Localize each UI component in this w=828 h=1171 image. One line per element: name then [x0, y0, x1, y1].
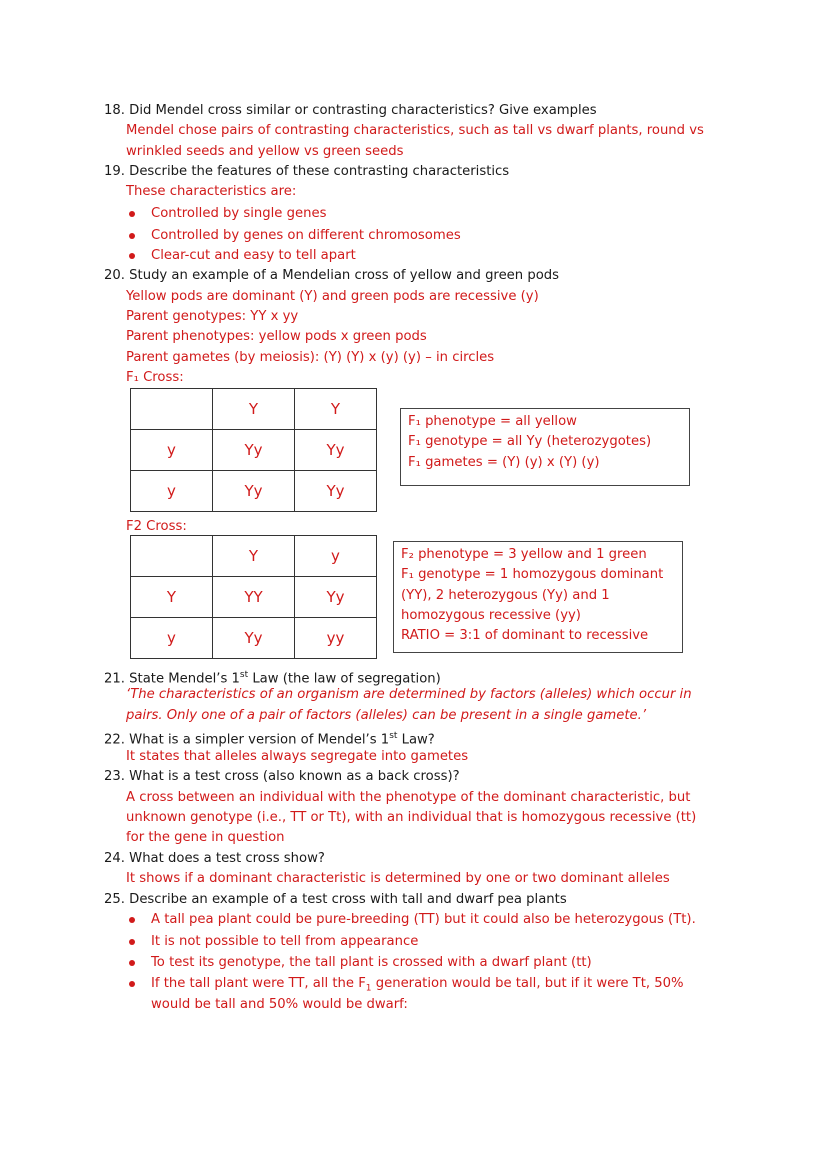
f2-summary-line: homozygous recessive (yy) [401, 607, 581, 623]
punnett-cell: Yy [213, 471, 295, 512]
punnett-cell: Yy [295, 430, 377, 471]
question-20: 20. Study an example of a Mendelian cross of yellow and green pods [104, 268, 560, 283]
answer-19-bullet-3: Clear-cut and easy to tell apart [151, 248, 356, 263]
punnett-cell: Y [295, 389, 377, 430]
f2-punnett-square [130, 535, 377, 659]
punnett-cell: yy [295, 618, 377, 659]
bullet-icon [129, 960, 135, 966]
f1-punnett-square [130, 388, 377, 512]
punnett-cell: y [131, 618, 213, 659]
bullet-icon [129, 233, 135, 239]
punnett-cell: y [131, 430, 213, 471]
question-19: 19. Describe the features of these contrasting characteristics [104, 164, 510, 179]
punnett-cell: Yy [213, 618, 295, 659]
punnett-cell: Y [213, 389, 295, 430]
f2-summary-box [393, 541, 683, 653]
punnett-cell: y [295, 536, 377, 577]
bullet-icon [129, 211, 135, 217]
f2-cross-label: F2 Cross: [126, 519, 187, 534]
punnett-cell: Yy [295, 577, 377, 618]
answer-20-line-4: Parent gametes (by meiosis): (Y) (Y) x (y) (y) – in circles [126, 350, 495, 365]
answer-25-bullet-1: A tall pea plant could be pure-breeding (TT) but it could also be heterozygous (Tt). [151, 912, 696, 927]
punnett-cell: y [131, 471, 213, 512]
question-23: 23. What is a test cross (also known as a back cross)? [104, 769, 460, 784]
answer-20-line-1: Yellow pods are dominant (Y) and green pods are recessive (y) [126, 289, 539, 304]
punnett-cell: YY [213, 577, 295, 618]
punnett-cell: Yy [213, 430, 295, 471]
f2-summary-line: F₂ phenotype = 3 yellow and 1 green [401, 547, 647, 562]
answer-19-bullet-1: Controlled by single genes [151, 206, 327, 221]
answer-24: It shows if a dominant characteristic is determined by one or two dominant alleles [126, 871, 670, 886]
answer-19-intro: These characteristics are: [126, 184, 297, 199]
answer-23-line-3: for the gene in question [126, 830, 285, 845]
f1-summary-box [400, 408, 690, 486]
answer-20-line-3: Parent phenotypes: yellow pods x green pods [126, 329, 427, 344]
punnett-cell [131, 536, 213, 577]
answer-25-bullet-4-cont: would be tall and 50% would be dwarf: [151, 997, 408, 1012]
answer-25-bullet-3: To test its genotype, the tall plant is crossed with a dwarf plant (tt) [151, 955, 592, 970]
answer-21-line-1: ‘The characteristics of an organism are determined by factors (alleles) which occur in [126, 687, 692, 702]
answer-23-line-2: unknown genotype (i.e., TT or Tt), with an individual that is homozygous recessive (tt) [126, 810, 697, 825]
answer-18-line-2: wrinkled seeds and yellow vs green seeds [126, 144, 404, 159]
answer-20-line-2: Parent genotypes: YY x yy [126, 309, 299, 324]
f1-summary-line: F₁ genotype = all Yy (heterozygotes) [408, 434, 652, 450]
answer-25-bullet-4: If the tall plant were TT, all the $F_1$ generation would be tall, but if it were Tt, 50% [151, 976, 684, 994]
bullet-icon [129, 253, 135, 259]
answer-25-bullet-2: It is not possible to tell from appearance [151, 934, 419, 949]
f2-summary-line: F₁ genotype = 1 homozygous dominant [401, 567, 664, 583]
punnett-cell [131, 389, 213, 430]
f2-summary-line: (YY), 2 heterozygous (Yy) and 1 [401, 587, 610, 603]
f1-summary-line: F₁ phenotype = all yellow [408, 414, 577, 429]
bullet-icon [129, 939, 135, 945]
question-18: 18. Did Mendel cross similar or contrasting characteristics? Give examples [104, 103, 597, 118]
answer-22: It states that alleles always segregate into gametes [126, 749, 469, 764]
bullet-icon [129, 981, 135, 987]
answer-18-line-1: Mendel chose pairs of contrasting characteristics, such as tall vs dwarf plants, round vs [126, 123, 704, 138]
answer-19-bullet-2: Controlled by genes on different chromosomes [151, 228, 461, 243]
answer-21-line-2: pairs. Only one of a pair of factors (alleles) can be present in a single gamete.’ [126, 708, 647, 723]
punnett-cell: Y [213, 536, 295, 577]
question-24: 24. What does a test cross show? [104, 851, 325, 866]
f1-summary-line: F₁ gametes = (Y) (y) x (Y) (y) [408, 454, 600, 470]
f2-summary-line: RATIO = 3:1 of dominant to recessive [401, 628, 649, 644]
f1-cross-label: F₁ Cross: [126, 370, 184, 385]
bullet-icon [129, 917, 135, 923]
punnett-cell: Yy [295, 471, 377, 512]
question-21: 21. State Mendel’s 1st Law (the law of segregation) [104, 670, 441, 687]
punnett-cell: Y [131, 577, 213, 618]
answer-23-line-1: A cross between an individual with the phenotype of the dominant characteristic, but [126, 790, 691, 805]
question-25: 25. Describe an example of a test cross with tall and dwarf pea plants [104, 892, 567, 907]
question-22: 22. What is a simpler version of Mendel’s 1st Law? [104, 731, 435, 748]
